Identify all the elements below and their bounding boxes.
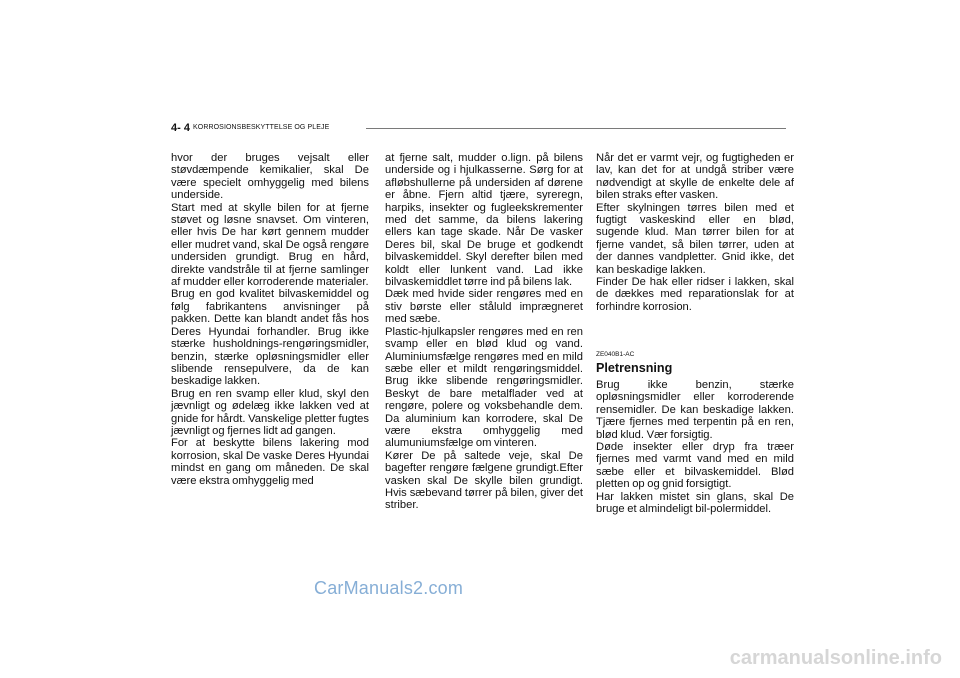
header-rule (366, 128, 786, 129)
text-column-2: at fjerne salt, mudder o.lign. på bilens underside og i hjulkasserne. Sørg for at afløbshullerne på undersiden af dørene er åbne. Fjern altid tjære, syreregn, harpiks, insekter og fugleekskrementer med det samme, da bilens lakering ellers kan tage skade. Når De vasker Deres bil, skal De bruge et godkendt bilvaskemiddel. Skyl derefter bilen med koldt eller lunkent vand. Lad ikke bilvaskemiddlet tørre ind på bilens lak. Dæk med hvide sider rengøres med en stiv børste eller ståluld imprægneret med sæbe. Plastic-hjulkapsler rengøres med en ren svamp eller en blød klud og vand. Aluminiumsfælge rengøres med en mild sæbe eller et mildt rengøringsmiddel. Brug ikke slibende rengøringsmidler. Beskyt de bare metalflader ved at rengøre, polere og voksbehandle dem. Da aluminium kan korrodere, skal De være ekstra omhyggelig med alumuniumsfælge om vinteren. Kører De på saltede veje, skal De bagefter rengøre fælgene grundigt.Efter vasken skal De skylle bilen grundigt. Hvis sæbevand tørrer på bilen, giver det striber. (385, 152, 583, 512)
section-body: Brug ikke benzin, stærke opløsningsmidler eller korroderende rensemidler. De kan beskadige lakken. Tjære fjernes med terpentin på en ren, blød klud. Vær forsigtig. Døde insekter eller dryp fra træer fjernes med varmt vand med en mild sæbe eller et bilvaskemiddel. Blød pletten op og gnid forsigtigt. Har lakken mistet sin glans, skal De bruge et almindeligt bil-polermiddel. (596, 379, 794, 516)
section-code: ZE040B1-AC (596, 351, 635, 358)
section-title: KORROSIONSBESKYTTELSE OG PLEJE (193, 124, 330, 131)
text-column-3: Når det er varmt vejr, og fugtigheden er lav, kan det for at undgå striber være nødvendigt at skylle de enkelte dele af bilen straks efter vasken. Efter skylningen tørres bilen med et fugtigt vaskeskind eller en blød, sugende klud. Man tørrer bilen for at fjerne vandet, så bilen tørrer, uden at der dannes vandpletter. Gnid ikke, det kan beskadige lakken. Finder De hak eller ridser i lakken, skal de dækkes med reparationslak for at forhindre korrosion. (596, 152, 794, 313)
text-column-1: hvor der bruges vejsalt eller støvdæmpende kemikalier, skal De være specielt omhyggelig med bilens underside. Start med at skylle bilen for at fjerne støvet og løsne snavset. Om vinteren, eller hvis De har kørt gennem mudder eller mudret vand, skal De også rengøre undersiden grundigt. Brug en hård, direkte vandstråle til at fjerne samlinger af mudder eller korroderende materialer. Brug en god kvalitet bilvaskemiddel og følg fabrikantens anvisninger på pakken. Dette kan blandt andet fås hos Deres Hyundai forhandler. Brug ikke stærke husholdnings-rengøringsmidler, benzin, stærke opløsningsmidler eller slibende rensepulvere, da de kan beskadige lakken. Brug en ren svamp eller klud, skyl den jævnligt og ødelæg ikke lakken ved at gnide for hårdt. Vanskelige pletter fugtes jævnligt og fjernes lidt ad gangen. For at beskytte bilens lakering mod korrosion, skal De vaske Deres Hyundai mindst en gang om måneden. De skal være ekstra omhyggelig med (171, 152, 369, 487)
watermark-carmanuals2: CarManuals2.com (314, 578, 464, 598)
watermark-carmanualsonline: carmanualsonline.info (729, 647, 942, 669)
page-header (171, 122, 786, 136)
page-number: 4- 4 (171, 122, 190, 134)
section-heading: Pletrensning (596, 361, 673, 375)
